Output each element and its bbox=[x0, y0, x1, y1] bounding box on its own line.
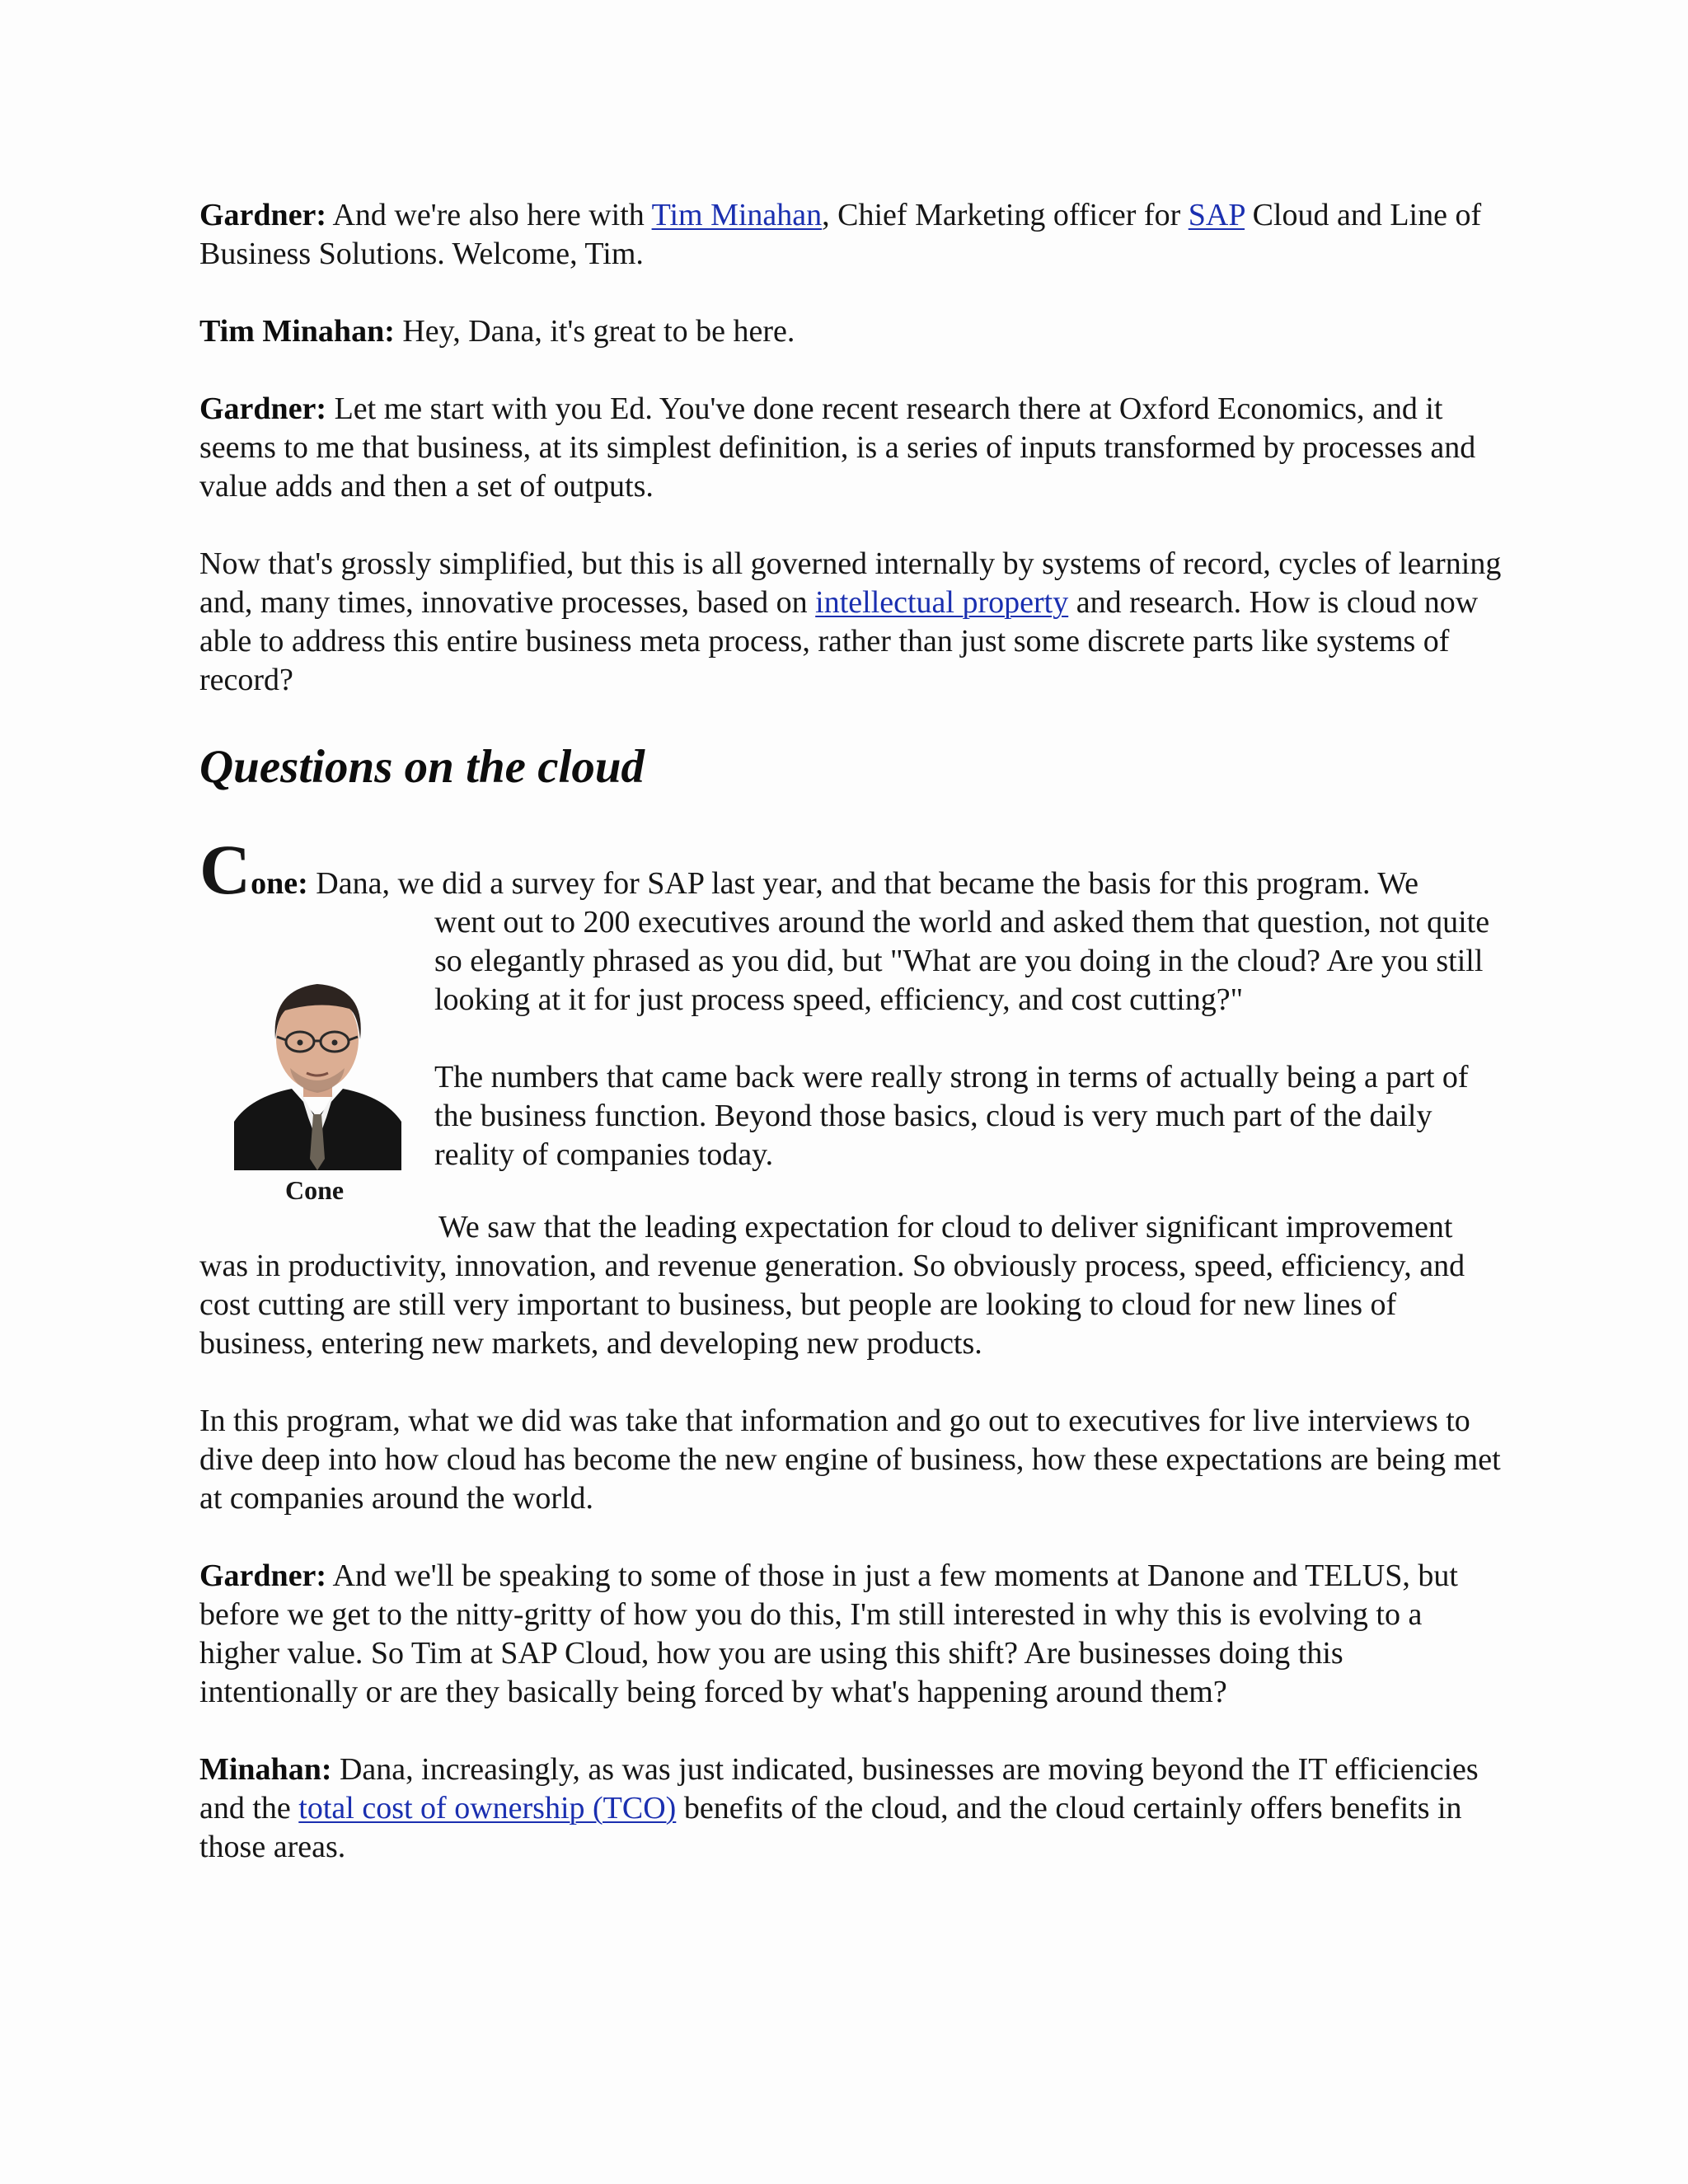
speaker-label: Tim Minahan: bbox=[199, 314, 395, 349]
photo-caption: Cone bbox=[285, 1175, 345, 1205]
section-heading: Questions on the cloud bbox=[199, 741, 645, 793]
paragraph-cone-expectation: We saw that the leading expectation for cloud to deliver significant improvement was in productivity, innovation, and revenue generation. So obviously process, speed, efficiency, and cost cutting are still very important to business, but people are looking to cloud for new lines of business, entering new markets, and developing new products. bbox=[199, 1210, 1465, 1361]
paragraph-gardner-followup: Gardner: And we'll be speaking to some of those in just a few moments at Danone and TELUS, but before we get to the nitty-gritty of how you do this, I'm still interested in why this is evolving to a higher value. So Tim at SAP Cloud, how you are using this shift? Are businesses doing this intentionally or are they basically being forced by what's happening around them? bbox=[199, 1558, 1458, 1709]
link-sap[interactable]: SAP bbox=[1188, 198, 1245, 232]
paragraph-cone-numbers: The numbers that came back were really strong in terms of actually being a part of the business function. Beyond those basics, cloud is very much part of the daily reality of companies today. bbox=[434, 1060, 1469, 1172]
link-intellectual-property[interactable]: intellectual property bbox=[815, 585, 1069, 620]
paragraph-gardner-intro: Gardner: And we're also here with Tim Minahan, Chief Marketing officer for SAP Cloud and Line of Business Solutions. Welcome, Tim. bbox=[199, 198, 1482, 271]
document-page bbox=[199, 196, 1502, 1905]
link-tim-minahan[interactable]: Tim Minahan bbox=[651, 198, 823, 232]
paragraph-minahan-answer: Minahan: Dana, increasingly, as was just indicated, businesses are moving beyond the IT efficiencies and the total cost of ownership (TCO) benefits of the cloud, and the cloud certainly offers benefits in those areas. bbox=[199, 1752, 1479, 1864]
speaker-label: Gardner: bbox=[199, 391, 327, 426]
paragraph-cone-survey: went out to 200 executives around the world and asked them that question, not quite so elegantly phrased as you did, but "What are you doing in the cloud? Are you still looking at it for just process speed, efficiency, and cost cutting?" bbox=[434, 905, 1490, 1017]
paragraph-gardner-question: Gardner: Let me start with you Ed. You've done recent research there at Oxford Economics, and it seems to me that business, at its simplest definition, is a series of inputs transformed by processes and value adds and then a set of outputs. bbox=[199, 391, 1476, 504]
paragraph-cone-program: In this program, what we did was take that information and go out to executives for live interviews to dive deep into how cloud has become the new engine of business, how these expectations are being met at companies around the world. bbox=[199, 1404, 1501, 1516]
speaker-label: Gardner: bbox=[199, 1558, 327, 1593]
cone-portrait-image bbox=[234, 953, 401, 1170]
paragraph-gardner-question-cont: Now that's grossly simplified, but this is all governed internally by systems of record, cycles of learning and, many times, innovative processes, based on intellectual property and research. How is cloud now able to address this entire business meta process, rather than just some discrete parts like systems of record? bbox=[199, 546, 1502, 697]
drop-cap: C bbox=[199, 830, 251, 909]
speaker-label: Minahan: bbox=[199, 1752, 332, 1787]
photo-figure bbox=[199, 910, 422, 1207]
speaker-label: Gardner: bbox=[199, 198, 327, 232]
link-tco[interactable]: total cost of ownership (TCO) bbox=[298, 1791, 677, 1825]
paragraph-cone-first-line: Cone: Dana, we did a survey for SAP last year, and that became the basis for this program. We bbox=[199, 830, 1418, 909]
speaker-label: one: bbox=[251, 866, 308, 901]
paragraph-minahan-greeting: Tim Minahan: Hey, Dana, it's great to be here. bbox=[199, 314, 795, 349]
